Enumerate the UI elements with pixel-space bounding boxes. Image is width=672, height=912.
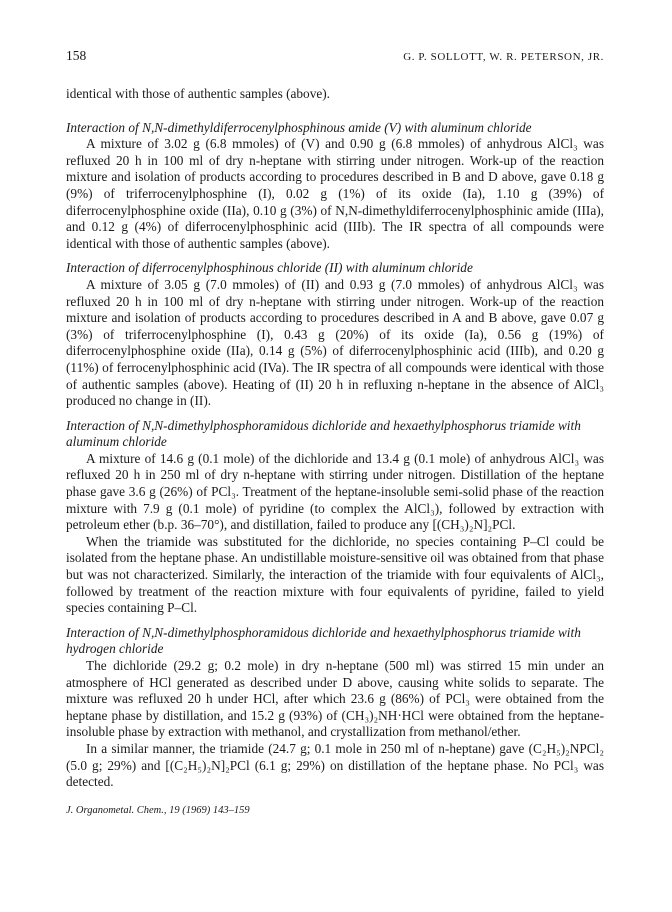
journal-footer: J. Organometal. Chem., 19 (1969) 143–159	[66, 804, 250, 816]
section-dichloride-hcl	[66, 625, 604, 791]
paragraph: In a similar manner, the triamide (24.7 g; 0.1 mole in 250 ml of n-heptane) gave (C₂H₅)₂NPCl₂ (5.0 g; 29%) and [(C₂H₅)₂N]₂PCl (6.1 g; 29%) on distillation of the heptane phase. No PCl₃ was detected.	[66, 740, 604, 790]
paragraph: A mixture of 3.05 g (7.0 mmoles) of (II) and 0.93 g (7.0 mmoles) of anhydrous AlCl₃ was refluxed 20 h in 100 ml of dry n-heptane with stirring under nitrogen. Work-up of the reaction mixture and isolation of products according to procedures described in A and B above, gave 0.07 g (3%) of triferrocenylphosphine (I), 0.43 g (20%) of its oxide (Ia), 0.56 g (19%) of diferrocenylphosphine oxide (IIa), 0.14 g (5%) of diferrocenylphosphinic acid (IIIb), and 0.20 g (11%) of ferrocenylphosphinic acid (IVa). The IR spectra of all compounds were identical with those of authentic samples (above). Heating of (II) 20 h in refluxing n-heptane in the absence of AlCl₃ produced no change in (II).	[66, 276, 604, 409]
section-v-alcl3	[66, 120, 604, 253]
section-title: Interaction of N,N-dimethylphosphoramidous dichloride and hexaethylphosphorus triamide with aluminum chloride	[66, 417, 581, 450]
continuation-text: identical with those of authentic samples (above).	[66, 86, 331, 101]
page-number: 158	[66, 48, 87, 63]
section-dichloride-alcl3	[66, 418, 604, 617]
section-title: Interaction of diferrocenylphosphinous chloride (II) with aluminum chloride	[66, 260, 473, 276]
running-head: G. P. SOLLOTT, W. R. PETERSON, JR.	[403, 51, 604, 63]
page	[66, 48, 604, 816]
paragraph: When the triamide was substituted for the dichloride, no species containing P–Cl could be isolated from the heptane phase. An undistillable moisture-sensitive oil was obtained from that phase but was not characterized. Similarly, the interaction of the triamide with four equivalents of AlCl₃, followed by treatment of the reaction mixture with four equivalents of pyridine, failed to yield species containing P–Cl.	[66, 533, 604, 616]
paragraph: The dichloride (29.2 g; 0.2 mole) in dry n-heptane (500 ml) was stirred 15 min under an atmosphere of HCl generated as described under D above, causing white solids to separate. The mixture was refluxed 20 h under HCl, after which 23.6 g (86%) of PCl₃ were obtained from the heptane phase by distillation, and 15.2 g (93%) of (CH₃)₂NH·HCl were obtained from the heptane-insoluble phase by extraction with methanol, and crystallization from methanol/ether.	[66, 658, 604, 740]
paragraph: A mixture of 14.6 g (0.1 mole) of the dichloride and 13.4 g (0.1 mole) of anhydrous AlCl₃ was refluxed 20 h in 250 ml of dry n-heptane with stirring under nitrogen. Distillation of the heptane phase gave 3.6 g (26%) of PCl₃. Treatment of the heptane-insoluble semi-solid phase of the reaction mixture with 7.9 g (0.1 mole) of pyridine (to complex the AlCl₃), followed by extraction with petroleum ether (b.p. 36–70°), and distillation, failed to produce any [(CH₃)₂N]₂PCl.	[66, 450, 604, 533]
section-title: Interaction of N,N-dimethyldiferrocenylphosphinous amide (V) with aluminum chloride	[66, 119, 532, 135]
section-ii-alcl3	[66, 260, 604, 409]
paragraph: A mixture of 3.02 g (6.8 mmoles) of (V) and 0.90 g (6.8 mmoles) of anhydrous AlCl₃ was refluxed 20 h in 100 ml of dry n-heptane with stirring under nitrogen. Work-up of the reaction mixture and isolation of products according to procedures described in B and D above, gave 0.18 g (9%) of triferrocenylphosphine (I), 0.02 g (1%) of its oxide (Ia), 1.10 g (39%) of diferrocenylphosphine oxide (IIa), 0.10 g (3%) of N,N-dimethyldiferrocenylphosphinic amide (IIIa), and 0.12 g (4%) of diferrocenylphosphinic acid (IIIb). The IR spectra of all compounds were identical with those of authentic samples (above).	[66, 136, 604, 251]
section-title: Interaction of N,N-dimethylphosphoramidous dichloride and hexaethylphosphorus triamide with hydrogen chloride	[66, 624, 581, 657]
page-header	[66, 48, 604, 68]
